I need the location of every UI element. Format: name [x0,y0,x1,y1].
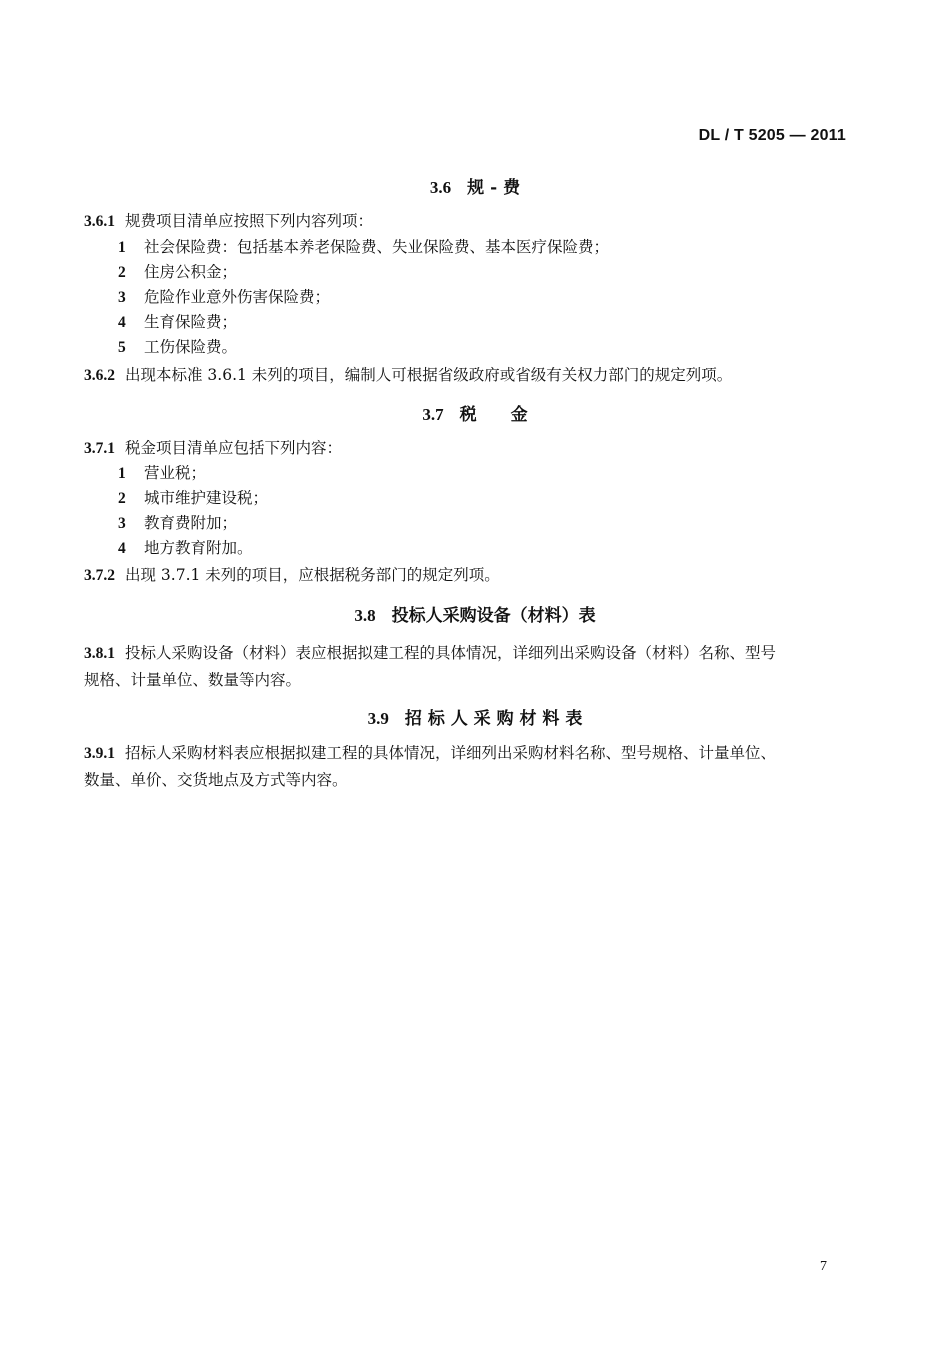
clause-number: 3.9.1 [84,745,115,762]
document-code: DL / T 5205 — 2011 [698,127,846,144]
list-item [118,485,268,512]
clause-text-line: 招标人采购材料表应根据拟建工程的具体情况，详细列出采购材料名称、型号规格、计量单位、 [125,744,777,762]
section-title: 规 ‐ 费 [467,178,521,198]
item-text: 生育保险费； [144,313,238,331]
item-text: 营业税； [144,464,207,482]
clause-number: 3.7.1 [84,440,115,457]
list-item [118,259,237,286]
clause-text-line: 投标人采购设备（材料）表应根据拟建工程的具体情况，详细列出采购设备（材料）名称、型号 [125,644,777,662]
item-number: 2 [118,490,126,507]
item-text: 教育费附加； [144,514,238,532]
list-item [118,510,237,537]
clause-number: 3.8.1 [84,645,115,662]
item-number: 3 [118,289,126,306]
clause-number: 3.6.1 [84,213,115,230]
section-title: 税 金 [459,405,528,425]
section-title: 投标人采购设备（材料）表 [391,606,596,626]
clause-3-6-2 [84,362,849,389]
item-number: 4 [118,314,126,331]
item-text: 城市维护建设税； [144,489,269,507]
item-number: 4 [118,540,126,557]
clause-3-6-1 [84,208,849,235]
list-item [118,460,206,487]
section-number: 3.6 [429,178,452,197]
clause-3-8-1 [84,640,849,693]
clause-text: 出现本标准 3.6.1 未列的项目，编制人可根据省级政府或省级有关权力部门的规定列项。 [125,366,733,384]
section-number: 3.8 [354,606,376,625]
item-text: 危险作业意外伤害保险费； [144,288,331,306]
item-number: 3 [118,515,126,532]
section-number: 3.9 [367,709,389,728]
item-text: 住房公积金； [144,263,238,281]
clause-text-line: 数量、单价、交货地点及方式等内容。 [84,771,348,789]
section-heading-3-6 [0,173,950,198]
list-item [118,234,609,261]
section-number: 3.7 [422,405,444,424]
clause-text-line: 规格、计量单位、数量等内容。 [84,671,302,689]
clause-text: 出现 3.7.1 未列的项目，应根据税务部门的规定列项。 [125,566,500,584]
list-item [118,309,237,336]
clause-3-7-2 [84,562,849,589]
item-number: 2 [118,264,126,281]
clause-3-7-1 [84,435,849,462]
clause-text: 规费项目清单应按照下列内容列项： [125,212,374,230]
item-text: 社会保险费：包括基本养老保险费、失业保险费、基本医疗保险费； [144,238,610,256]
section-heading-3-9 [0,704,950,729]
page-number: 7 [820,1259,827,1274]
clause-3-9-1 [84,740,849,793]
item-text: 地方教育附加。 [144,539,253,557]
item-number: 1 [118,239,126,256]
list-item [118,535,253,562]
item-text: 工伤保险费。 [144,338,238,356]
list-item [118,334,237,361]
clause-number: 3.6.2 [84,367,115,384]
list-item [118,284,330,311]
section-heading-3-8 [0,601,950,626]
section-title: 招 标 人 采 购 材 料 表 [404,709,583,729]
clause-text: 税金项目清单应包括下列内容： [125,439,343,457]
section-heading-3-7 [0,400,950,425]
clause-number: 3.7.2 [84,567,115,584]
item-number: 5 [118,339,126,356]
item-number: 1 [118,465,126,482]
